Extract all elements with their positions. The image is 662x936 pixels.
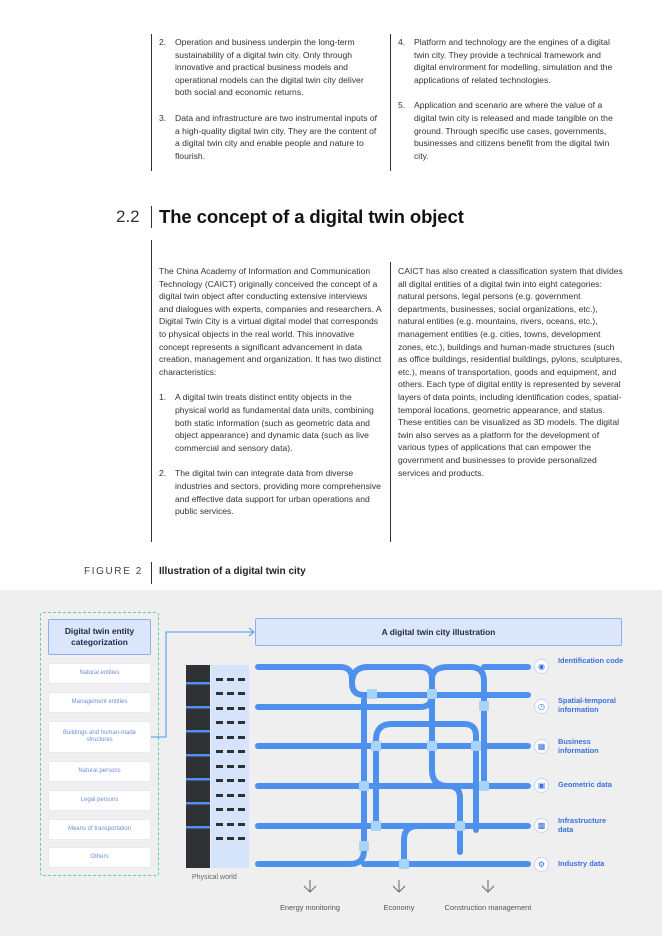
grid-icon: ▩ — [534, 818, 549, 833]
top-left-column — [159, 36, 381, 175]
data-pipes — [258, 667, 528, 864]
category-item: Buildings and human-made structures — [48, 721, 151, 753]
data-type-label: Spatial-temporal information — [558, 696, 616, 714]
output-arrows — [304, 880, 494, 892]
figure-label: FIGURE 2 — [84, 566, 143, 577]
list-item: 2. Operation and business underpin the long-term sustainability of a digital twin city. Only through innovative and practical business models and operational models can the digital twin city deliver both social and economic returns. — [159, 37, 364, 98]
output-label: Energy monitoring — [280, 903, 340, 912]
pipe-link — [448, 786, 460, 852]
briefcase-icon: ▦ — [534, 739, 549, 754]
data-type-label: Business information — [558, 737, 599, 755]
shape-icon: ▣ — [534, 778, 549, 793]
illustration-title: A digital twin city illustration — [255, 618, 622, 646]
figure-title: Illustration of a digital twin city — [159, 566, 306, 577]
data-type-label: Geometric data — [558, 780, 612, 789]
column-rule-right-body — [390, 262, 391, 542]
section-number: 2.2 — [116, 207, 140, 226]
list-item: 4. Platform and technology are the engines of a digital twin city. They provide a technical framework and digital environment for modelling, simulation and the applications of related technologies. — [398, 37, 613, 85]
physical-world-label: Physical world — [192, 874, 237, 881]
column-rule-right-top — [390, 34, 391, 171]
down-arrow-icon — [304, 880, 316, 892]
section-title: The concept of a digital twin object — [159, 206, 464, 227]
category-item: Means of transportation — [48, 819, 151, 840]
list-item: 2. The digital twin can integrate data from diverse industries and sectors, providing more comprehensive and effective data support for urban operations and public services. — [159, 468, 381, 517]
output-label: Construction management — [444, 903, 532, 912]
top-right-column — [398, 36, 624, 175]
categorization-title: Digital twin entity categorization — [48, 619, 151, 655]
category-item: Legal persons — [48, 790, 151, 811]
factory-icon: ⚙ — [534, 857, 549, 872]
digital-twin-diagram — [0, 590, 662, 936]
body-right-text: CAICT has also created a classification system that divides all digital entities of a digital twin into eight categories: natural persons, legal persons (e.g. government departments, businesses, social organizations, etc.), natural entities (e.g. mountains, rivers, oceans, etc.), management entities (e.g. cities, towns, development zones, etc.), buildings and human-made structures (such as office buildings, residential buildings, pylons, sculptures, etc.), means of transportation, goods and equipment, and others. Each type of digital entity is represented by several layers of data points, including identification codes, spatial-temporal locations, geometric appearance, and status. These entities can be visualized as 3D models. The digital twin also serves as a platform for the development of various types of applications that can empower the government and businesses to provide personalized services and products. — [398, 266, 623, 478]
list-item: 5. Application and scenario are where the value of a digital twin city is released and made tangible on the ground. Through specific use cases, governments, businesses and citizens benefit from the digital twin city. — [398, 100, 613, 161]
category-item: Natural persons — [48, 761, 151, 782]
column-rule-left-body — [151, 240, 152, 542]
body-left-column — [159, 265, 383, 531]
output-label: Economy — [383, 903, 415, 912]
category-item: Management entities — [48, 692, 151, 713]
category-item: Natural entities — [48, 663, 151, 684]
clock-icon: ◷ — [534, 699, 549, 714]
list-item: 3. Data and infrastructure are two instrumental inputs of a high-quality digital twin city. They are the content of a digital twin city and enable people and nature to flourish. — [159, 112, 378, 161]
down-arrow-icon — [393, 880, 405, 892]
data-type-label: Identification code — [558, 656, 624, 665]
id-icon: ◉ — [534, 659, 549, 674]
pipe-lane — [258, 667, 528, 695]
dark-building — [186, 665, 210, 868]
body-right-column — [398, 265, 624, 492]
category-item: Others — [48, 847, 151, 868]
column-rule-left-top — [151, 34, 152, 171]
data-type-label: Industry data — [558, 859, 605, 868]
figure-rule — [151, 562, 152, 584]
pipe-lane — [258, 700, 364, 864]
down-arrow-icon — [482, 880, 494, 892]
data-type-label: Infrastructure data — [558, 816, 607, 834]
section-rule — [151, 206, 152, 228]
list-item: 1. A digital twin treats distinct entity objects in the physical world as fundamental data units, combining both static information (such as geometric data and object appearance) and dynamic data (such as live commercial and sensory data). — [159, 392, 374, 453]
body-intro: The China Academy of Information and Communication Technology (CAICT) originally conceived the concept of a digital twin object after conducting extensive interviews and dialogues with experts, companies and researchers. A Digital Twin City is a virtual digital model that corresponds to physical objects in the real world. This innovative concept represents a significant advancement in data creation, management and organization. It has two distinct characteristics: — [159, 266, 382, 377]
pipe-link — [404, 826, 418, 864]
